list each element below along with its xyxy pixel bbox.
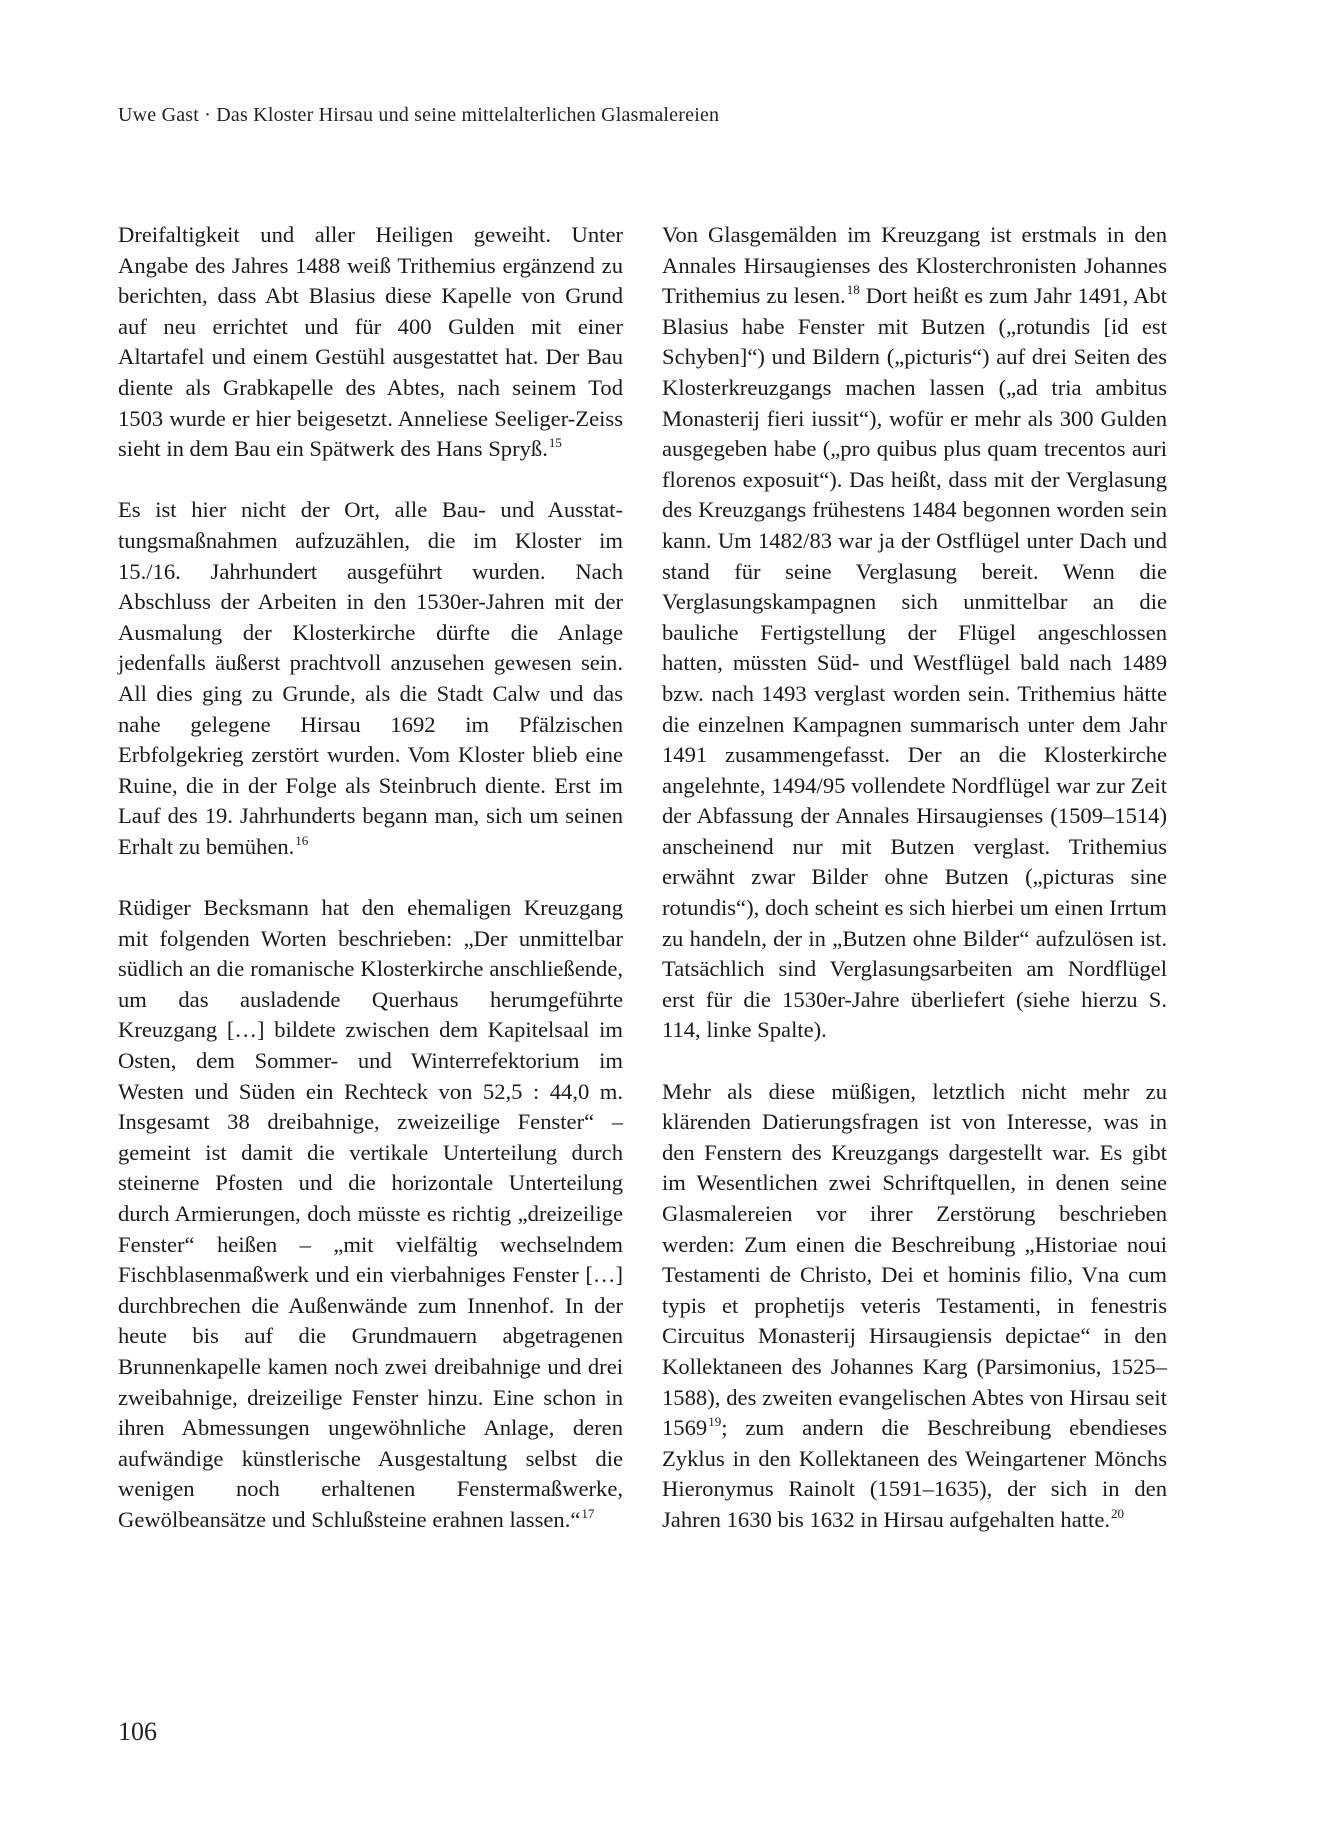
paragraph-text: Dreifaltigkeit und aller Heiligen geweiht. Unter Angabe des Jahres 1488 weiß Trithemius ergänzend zu berichten, dass Abt Blasius diese Kapelle von Grund auf neu errichtet und für 400 Gulden mit einer Altartafel und einem Gestühl ausgestattet hat. Der Bau diente als Grabkapelle des Abtes, nach seinem Tod 1503 wurde er hier beigesetzt. Anneliese Seeliger-Zeiss sieht in dem Bau ein Spätwerk des Hans Spryß. [118, 222, 623, 462]
paragraph-text: Von Glasgemälden im Kreuzgang ist erstmals in den Annales Hirsaugienses des Klosterchronisten Johannes Trithemius zu lesen. [662, 222, 1167, 309]
paragraph [118, 893, 623, 1535]
paragraph-text: Mehr als diese müßigen, letztlich nicht mehr zu klärenden Datierungsfragen ist von Interesse, was in den Fenstern des Kreuzgangs dargestellt war. Es gibt im Wesentlichen zwei Schriftquellen, in denen seine Glasmalereien vor ihrer Zerstörung beschrieben werden: Zum einen die Beschreibung „Historiae noui Testamenti de Christo, Dei et hominis filio, Vna cum typis et prophetijs veteris Testamenti, in fenestris Circuitus Monasterij Hirsaugiensis depictae“ in den Kollektaneen des Johannes Karg (Parsimonius, 1525–1588), des zweiten evangelischen Abtes von Hirsau seit 1569 [662, 1078, 1167, 1441]
footnote-ref: 15 [548, 434, 562, 450]
footnote-ref: 18 [846, 281, 860, 297]
left-column [118, 220, 623, 1536]
paragraph [662, 220, 1167, 1046]
footnote-ref: 19 [708, 1413, 722, 1429]
paragraph [662, 1077, 1167, 1536]
footnote-ref: 20 [1111, 1505, 1124, 1521]
right-column [662, 220, 1167, 1536]
footnote-ref: 17 [581, 1505, 595, 1521]
paragraph-text: ; zum andern die Beschreibung ebendieses Zyklus in den Kollektaneen des Weingartener Mönchs Hieronymus Rainolt (1591–1635), der sich in den Jahren 1630 bis 1632 in Hirsau aufgehalten hatte. [662, 1415, 1167, 1532]
paragraph [118, 220, 623, 465]
paragraph-text: Rüdiger Becksmann hat den ehemaligen Kreuzgang mit folgenden Worten beschrieben: „Der unmittelbar südlich an die romanische Klosterkirche anschließende, um das ausladende Querhaus herumgeführte Kreuzgang […] bildete zwischen dem Kapitelsaal im Osten, dem Sommer- und Winterrefektorium im Westen und Süden ein Rechteck von 52,5 : 44,0 m. Insgesamt 38 dreibahnige, zweizeilige Fenster“ – gemeint ist damit die vertikale Unterteilung durch steinerne Pfosten und die horizontale Unterteilung durch Armierungen, doch müsste es richtig „dreizeilige Fenster“ heißen – „mit vielfältig wechselndem Fischblasenmaßwerk und ein vierbahniges Fenster […] durchbrechen die Außenwände zum Innenhof. In der heute bis auf die Grundmauern abgetragenen Brunnenkapelle kamen noch zwei dreibahnige und drei zweibahnige, dreizeilige Fenster hinzu. Eine schon in ihren Abmessungen ungewöhnliche Anlage, deren aufwändige künstlerische Ausgestaltung selbst die wenigen noch erhaltenen Fenstermaßwerke, Gewölbeansätze und Schlußsteine erahnen lassen.“ [118, 895, 623, 1532]
footnote-ref: 16 [295, 832, 309, 848]
paragraph-text: Dort heißt es zum Jahr 1491, Abt Blasius habe Fenster mit Butzen („rotundis [id est Schyben]“) und Bildern („picturis“) auf drei Seiten des Klosterkreuzgangs machen lassen („ad tria ambitus Monasterij fieri iussit“), wofür er mehr als 300 Gulden ausgegeben habe („pro quibus plus quam trecentos auri florenos exposuit“). Das heißt, dass mit der Verglasung des Kreuzgangs frühestens 1484 begonnen worden sein kann. Um 1482/83 war ja der Ostflügel unter Dach und stand für seine Verglasung bereit. Wenn die Verglasungskampagnen sich unmittelbar an die bauliche Fertigstellung der Flügel angeschlossen hatten, müssten Süd- und Westflügel bald nach 1489 bzw. nach 1493 verglast worden sein. Trithemius hätte die einzelnen Kampagnen summarisch unter dem Jahr 1491 zusammengefasst. Der an die Klosterkirche angelehnte, 1494/95 vollendete Nordflügel war zur Zeit der Abfassung der Annales Hirsaugienses (1509–1514) anscheinend nur mit Butzen verglast. Trithemius erwähnt zwar Bilder ohne Butzen („picturas sine rotundis“), doch scheint es sich hierbei um einen Irrtum zu handeln, der in „Butzen ohne Bilder“ aufzulösen ist. Tatsächlich sind Verglasungsarbeiten am Nordflügel erst für die 1530er-Jahre überliefert (siehe hierzu S. 114, linke Spalte). [662, 283, 1167, 1043]
paragraph-text: Es ist hier nicht der Ort, alle Bau- und Ausstattungsmaßnahmen aufzuzählen, die im Kloster im 15./16. Jahrhundert ausgeführt wurden. Nach Abschluss der Arbeiten in den 1530er-Jahren mit der Ausmalung der Klosterkirche dürfte die Anlage jedenfalls äußerst prachtvoll anzusehen gewesen sein. All dies ging zu Grunde, als die Stadt Calw und das nahe gelegene Hirsau 1692 im Pfälzischen Erbfolgekrieg zerstört wurden. Vom Kloster blieb eine Ruine, die in der Folge als Steinbruch diente. Erst im Lauf des 19. Jahrhunderts begann man, sich um seinen Erhalt zu bemühen. [118, 497, 623, 859]
running-head: Uwe Gast · Das Kloster Hirsau und seine mittelalterlichen Glasmalereien [118, 104, 720, 126]
page-number: 106 [118, 1717, 157, 1746]
paragraph [118, 495, 623, 862]
